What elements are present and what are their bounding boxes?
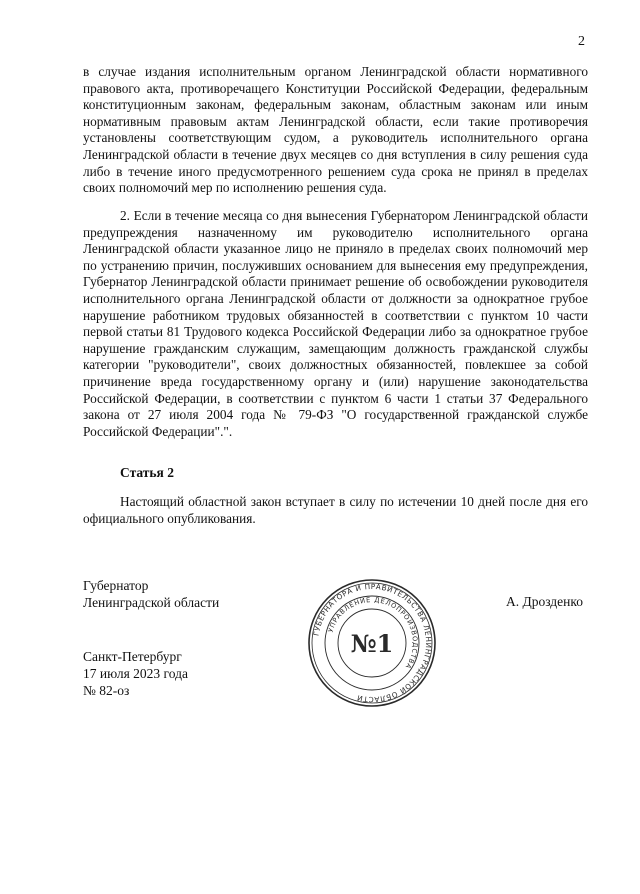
paragraph-entry-into-force: Настоящий областной закон вступает в силу по истечении 10 дней после дня его официального опубликования. bbox=[83, 494, 588, 526]
signatory-title-line-1: Губернатор bbox=[83, 578, 149, 593]
place-city: Санкт-Петербург bbox=[83, 649, 182, 664]
seal-center-number: №1 bbox=[350, 629, 394, 658]
seal-inner-text: УПРАВЛЕНИЕ ДЕЛОПРОИЗВОДСТВА bbox=[326, 595, 420, 671]
signatory-title-line-2: Ленинградской области bbox=[83, 595, 220, 610]
paragraph-item-2: 2. Если в течение месяца со дня вынесения Губернатором Ленинградской области предупреждения назначенному им руководителю исполнительного органа Ленинградской области указанное лицо не приняло в пределах своих полномочий мер по устранению причин, послуживших основанием для вынесения ему предупреждения, Губернатор Ленинградской области принимает решение об освобождении руководителя исполнительного органа Ленинградской области от должности за однократное грубое нарушение работником трудовых обязанностей в соответствии с пунктом 10 части первой статьи 81 Трудового кодекса Российской Федерации либо за однократное грубое нарушение гражданским служащим, замещающим должность гражданской службы категории "руководители", своих должностных обязанностей, повлекшее за собой причинение вреда государственному органу и (или) нарушение законодательства Российской Федерации, в соответствии с пунктом 6 части 1 статьи 37 Федерального закона от 27 июля 2004 года № 79-ФЗ "О государственной гражданской службе Российской Федерации".". bbox=[83, 208, 588, 439]
place-and-date bbox=[83, 648, 188, 699]
article-heading: Статья 2 bbox=[120, 465, 174, 480]
signatory-title bbox=[83, 577, 219, 611]
seal-outer-text: ГУБЕРНАТОРА И ПРАВИТЕЛЬСТВА ЛЕНИНГРАДСКОЙ ОБЛАСТИ bbox=[311, 581, 434, 705]
official-seal-stamp bbox=[306, 577, 438, 709]
signatory-name: А. Дрозденко bbox=[506, 594, 584, 609]
law-date: 17 июля 2023 года bbox=[83, 666, 188, 681]
paragraph-continuation: в случае издания исполнительным органом Ленинградской области нормативного правового акта, противоречащего Конституции Российской Федерации, федеральным конституционным законам, федеральным законам, областным законам или иным нормативным правовым актам Ленинградской области, если такие противоречия установлены соответствующим судом, а руководитель исполнительного органа Ленинградской области в течение двух месяцев со дня вступления в силу решения суда либо в течение иного предусмотренного решением суда срока не принял в пределах своих полномочий мер по исполнению решения суда. bbox=[83, 64, 588, 196]
page-number: 2 bbox=[578, 34, 585, 49]
law-number: № 82-оз bbox=[83, 683, 130, 698]
